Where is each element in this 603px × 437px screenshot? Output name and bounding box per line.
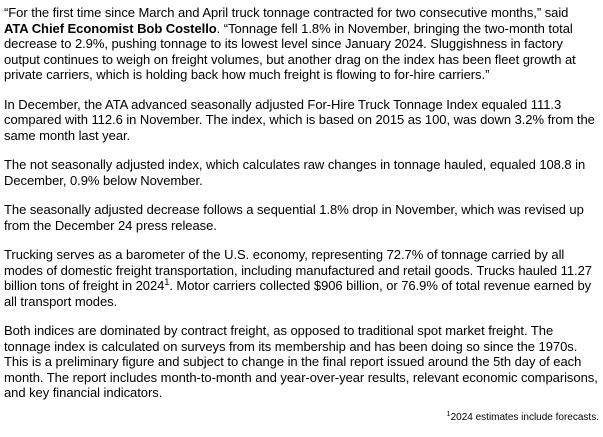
paragraph-not-seasonally-adjusted-index: The not seasonally adjusted index, which calculates raw changes in tonnage hauled, equaled 108.8 in December, 0.9% below November. — [4, 157, 586, 188]
economist-name: ATA Chief Economist Bob Costello — [4, 20, 217, 36]
footnote-marker: 1 — [446, 411, 451, 418]
quote-intro-text: “For the first time since March and April truck tonnage contracted for two consecutive months,” said — [4, 5, 569, 20]
article-body — [4, 5, 600, 415]
barometer-text-continued: . Motor carriers collected $906 billion, or 76.9% of total revenue earned by all transport modes. — [4, 278, 592, 309]
paragraph-economist-quote — [4, 5, 600, 83]
paragraph-seasonally-adjusted-index: In December, the ATA advanced seasonally adjusted For-Hire Truck Tonnage Index equaled 111.3 compared with 112.6 in November. The index, which is based on 2015 as 100, was down 3.2% from the same month last year. — [4, 96, 595, 143]
paragraph-sequential-decrease: The seasonally adjusted decrease follows a sequential 1.8% drop in November, which was revised up from the December 24 press release. — [4, 202, 584, 233]
footnote — [447, 412, 599, 424]
paragraph-trucking-barometer — [4, 247, 600, 309]
footnote-reference: 1 — [164, 277, 170, 287]
barometer-text: Trucking serves as a barometer of the U.S. economy, representing 72.7% of tonnage carried by all modes of domestic freight transportation, including manufactured and retail goods. Trucks hauled 11.27 billion tons of freight in 2024 — [4, 247, 592, 293]
quote-body-text: . “Tonnage fell 1.8% in November, bringing the two-month total decrease to 2.9%, pushing tonnage to its lowest level since January 2024. Sluggishness in factory output continues to weigh on freight volumes, but another drag on the index has been fleet growth at private carriers, which is holding back how much freight is flowing to for-hire carriers.” — [4, 20, 576, 82]
footnote-text: 2024 estimates include forecasts. — [450, 412, 599, 423]
paragraph-contract-freight: Both indices are dominated by contract freight, as opposed to traditional spot market freight. The tonnage index is calculated on surveys from its membership and has been doing so since the 1970s. This is a preliminary figure and subject to change in the final report issued around the 5th day of each month. The report includes month-to-month and year-over-year results, relevant economic comparisons, and key financial indicators. — [4, 323, 598, 400]
